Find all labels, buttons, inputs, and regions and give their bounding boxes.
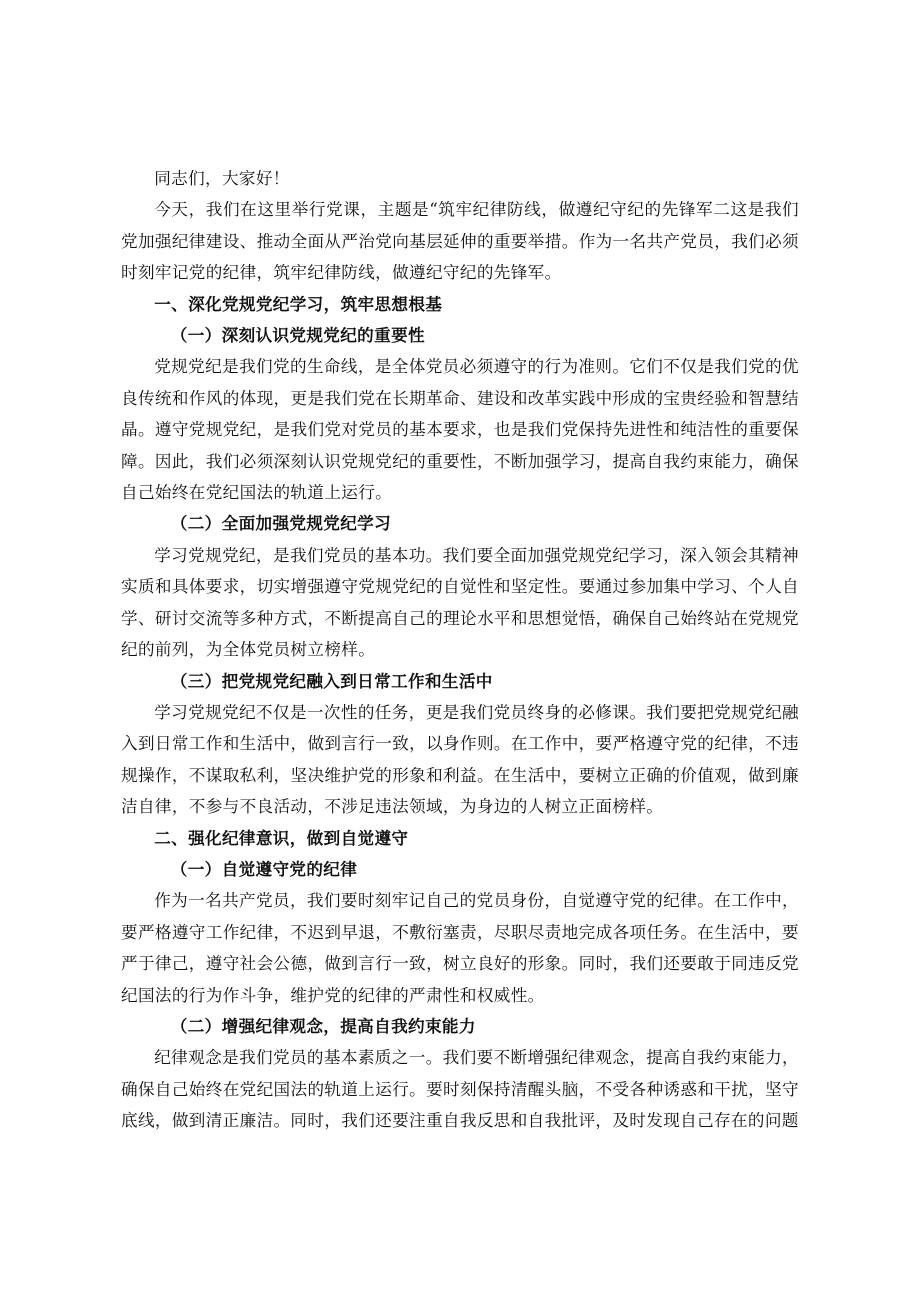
section-1-2-body: 学习党规党纪，是我们党员的基本功。我们要全面加强党规党纪学习，深入领会其精神实质和具体要求，切实增强遵守党规党纪的自觉性和坚定性。要通过参加集中学习、个人自学、研讨交流等多种方式，不断提高自己的理论水平和思想觉悟，确保自己始终站在党规党纪的前列，为全体党员树立榜样。 [121,545,799,660]
greeting: 同志们，大家好！ [154,169,290,188]
intro-paragraph: 今天，我们在这里举行党课，主题是“筑牢纪律防线，做遵纪守纪的先锋军二这是我们党加强纪律建设、推动全面从严治党向基层延伸的重要举措。作为一名共产党员，我们必须时刻牢记党的纪律，筑牢纪律防线，做遵纪守纪的先锋军。 [121,200,799,283]
section-1-3-heading: （三）把党规党纪融入到日常工作和生活中 [170,670,493,691]
section-2-1-heading: （一）自觉遵守党的纪律 [170,858,358,879]
section-2-2-heading: （二）增强纪律观念，提高自我约束能力 [170,1015,476,1036]
section-2-2-body: 纪律观念是我们党员的基本素质之一。我们要不断增强纪律观念，提高自我约束能力，确保自己始终在党纪国法的轨道上运行。要时刻保持清醒头脑，不受各种诱惑和干扰，坚守底线，做到清正廉洁。同时，我们还要注重自我反思和自我批评，及时发现自己存在的问题 [121,1048,799,1131]
section-1-3-body: 学习党规党纪不仅是一次性的任务，更是我们党员终身的必修课。我们要把党规党纪融入到日常工作和生活中，做到言行一致，以身作则。在工作中，要严格遵守党的纪律，不违规操作，不谋取私利，坚决维护党的形象和利益。在生活中，要树立正确的价值观，做到廉洁自律，不参与不良活动，不涉足违法领域，为身边的人树立正面榜样。 [121,702,799,817]
section-1-1-body: 党规党纪是我们党的生命线，是全体党员必须遵守的行为准则。它们不仅是我们党的优良传统和作风的体现，更是我们党在长期革命、建设和改革实践中形成的宝贵经验和智慧结晶。遵守党规党纪，是我们党对党员的基本要求，也是我们党保持先进性和纯洁性的重要保障。因此，我们必须深刻认识党规党纪的重要性，不断加强学习，提高自我约束能力，确保自己始终在党纪国法的轨道上运行。 [121,357,799,503]
section-1-1-heading: （一）深刻认识党规党纪的重要性 [170,325,425,346]
section-2-heading: 二、强化纪律意识，做到自觉遵守 [154,827,409,848]
section-1-heading: 一、深化党规党纪学习，筑牢思想根基 [154,293,443,314]
document-page [121,163,799,1137]
section-2-1-body: 作为一名共产党员，我们要时刻牢记自己的党员身份，自觉遵守党的纪律。在工作中，要严格遵守工作纪律，不迟到早退，不敷衍塞责，尽职尽责地完成各项任务。在生活中，要严于律己，遵守社会公德，做到言行一致，树立良好的形象。同时，我们还要敢于同违反党纪国法的行为作斗争，维护党的纪律的严肃性和权威性。 [121,891,799,1005]
section-1-2-heading: （二）全面加强党规党纪学习 [170,513,392,534]
